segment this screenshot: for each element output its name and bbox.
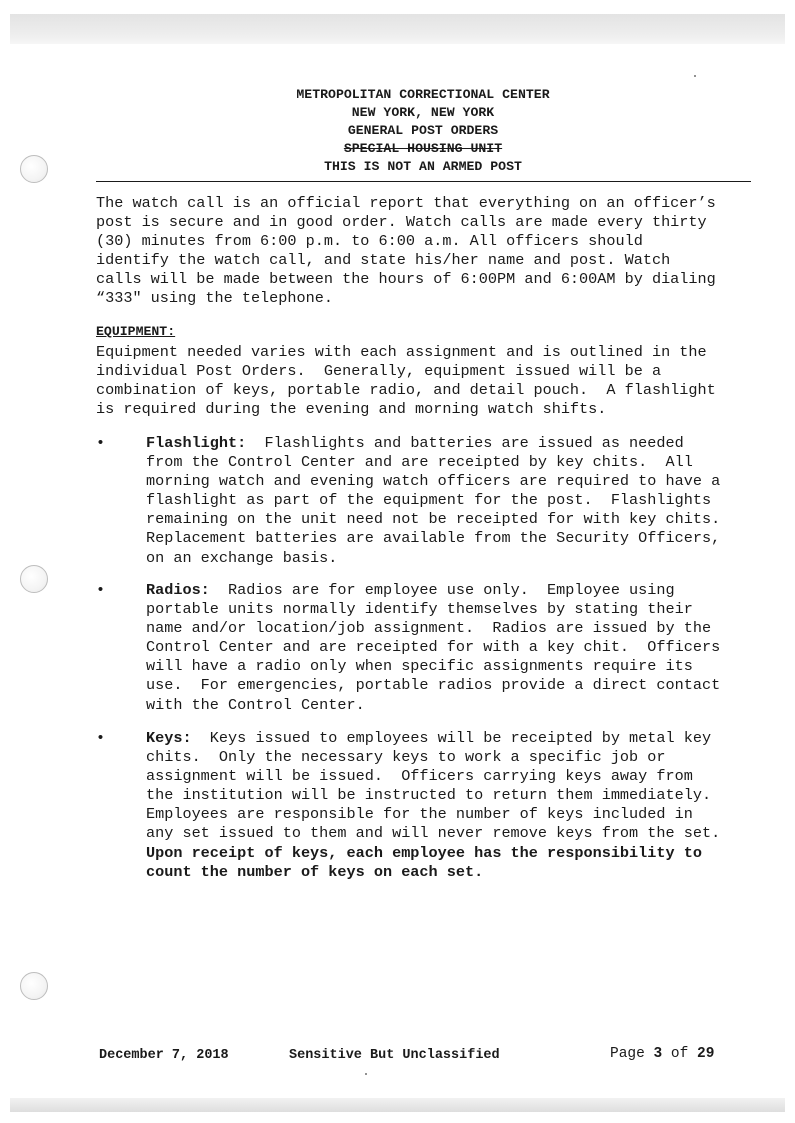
bullet-term: Keys: xyxy=(146,729,192,747)
header-orders-title: GENERAL POST ORDERS xyxy=(347,123,499,138)
equipment-line: Equipment needed varies with each assignment and is outlined in the xyxy=(96,343,707,361)
intro-line: The watch call is an official report that everything on an officer’s xyxy=(96,194,716,212)
scan-speck xyxy=(694,75,696,77)
punch-hole-top xyxy=(20,155,48,183)
bullet-line: from the Control Center and are receipted by key chits. All xyxy=(146,453,693,472)
bullet-line: Keys issued to employees will be receipted by metal key xyxy=(191,729,712,747)
equipment-paragraph xyxy=(96,343,756,419)
bullet-term: Flashlight: xyxy=(146,434,247,452)
intro-line: calls will be made between the hours of 6:00PM and 6:00AM by dialing xyxy=(96,270,716,289)
scan-shadow-top xyxy=(10,14,785,44)
bullet-marker: • xyxy=(96,730,106,747)
equipment-line: combination of keys, portable radio, and detail pouch. A flashlight xyxy=(96,381,716,400)
page-current: 3 xyxy=(653,1046,663,1062)
footer-classification: Sensitive But Unclassified xyxy=(289,1048,500,1063)
header-armed-status: THIS IS NOT AN ARMED POST xyxy=(324,159,522,174)
intro-paragraph xyxy=(96,194,756,309)
header-institution: METROPOLITAN CORRECTIONAL CENTER xyxy=(296,87,550,102)
header-unit: SPECIAL HOUSING UNIT xyxy=(343,141,503,156)
bullet-line: Replacement batteries are available from the Security Officers, xyxy=(146,529,721,548)
bullet-line: with the Control Center. xyxy=(146,695,365,714)
punch-hole-middle xyxy=(20,565,48,593)
bullet-line: Control Center and are receipted for with a key chit. Officers xyxy=(146,638,721,657)
document-header xyxy=(96,86,750,176)
bullet-line: Radios are for employee use only. Employee using xyxy=(209,581,675,599)
punch-hole-bottom xyxy=(20,972,48,1000)
bullet-line: assignment will be issued. Officers carrying keys away from xyxy=(146,767,693,786)
bullet-marker: • xyxy=(96,435,106,452)
intro-line: identify the watch call, and state his/her name and post. Watch xyxy=(96,251,671,270)
bullet-line: morning watch and evening watch officers are required to have a xyxy=(146,472,721,491)
bullet-emphasis-line: Upon receipt of keys, each employee has the responsibility to xyxy=(146,843,702,862)
bullet-line: any set issued to them and will never remove keys from the set. xyxy=(146,824,721,843)
bullet-term: Radios: xyxy=(146,581,210,599)
bullet-line: chits. Only the necessary keys to work a specific job or xyxy=(146,748,666,767)
bullet-line: use. For emergencies, portable radios provide a direct contact xyxy=(146,676,721,695)
scan-shadow-bottom xyxy=(10,1098,785,1112)
bullet-emphasis-line: count the number of keys on each set. xyxy=(146,862,484,881)
bullet-line: on an exchange basis. xyxy=(146,548,338,567)
bullet-radios-text xyxy=(146,581,758,715)
bullet-line: portable units normally identify themselves by stating their xyxy=(146,600,693,619)
bullet-line: flashlight as part of the equipment for the post. Flashlights xyxy=(146,491,712,510)
bullet-line: Flashlights and batteries are issued as needed xyxy=(246,434,684,452)
intro-line: post is secure and in good order. Watch calls are made every thirty xyxy=(96,213,707,232)
bullet-flashlight-text xyxy=(146,434,758,568)
equipment-line: is required during the evening and morning watch shifts. xyxy=(96,400,607,419)
intro-line: (30) minutes from 6:00 p.m. to 6:00 a.m. All officers should xyxy=(96,232,643,251)
bullet-keys-text xyxy=(146,729,758,882)
bullet-line: the institution will be instructed to return them immediately. xyxy=(146,786,712,805)
bullet-line: will have a radio only when specific assignments require its xyxy=(146,657,693,676)
intro-line: “333" using the telephone. xyxy=(96,289,333,308)
header-divider xyxy=(96,181,751,182)
page-total: 29 xyxy=(697,1046,715,1062)
header-location: NEW YORK, NEW YORK xyxy=(351,105,495,120)
bullet-marker: • xyxy=(96,582,106,599)
page-separator: of xyxy=(662,1046,698,1062)
footer-page-number xyxy=(610,1045,714,1063)
footer-date: December 7, 2018 xyxy=(99,1048,229,1063)
equipment-heading: EQUIPMENT: xyxy=(96,324,176,339)
page-prefix: Page xyxy=(610,1046,654,1062)
bullet-line: name and/or location/job assignment. Radios are issued by the xyxy=(146,619,712,638)
bullet-line: remaining on the unit need not be receipted for with key chits. xyxy=(146,510,721,529)
scan-speck xyxy=(365,1073,367,1075)
bullet-line: Employees are responsible for the number of keys included in xyxy=(146,805,693,824)
equipment-line: individual Post Orders. Generally, equipment issued will be a xyxy=(96,362,662,381)
